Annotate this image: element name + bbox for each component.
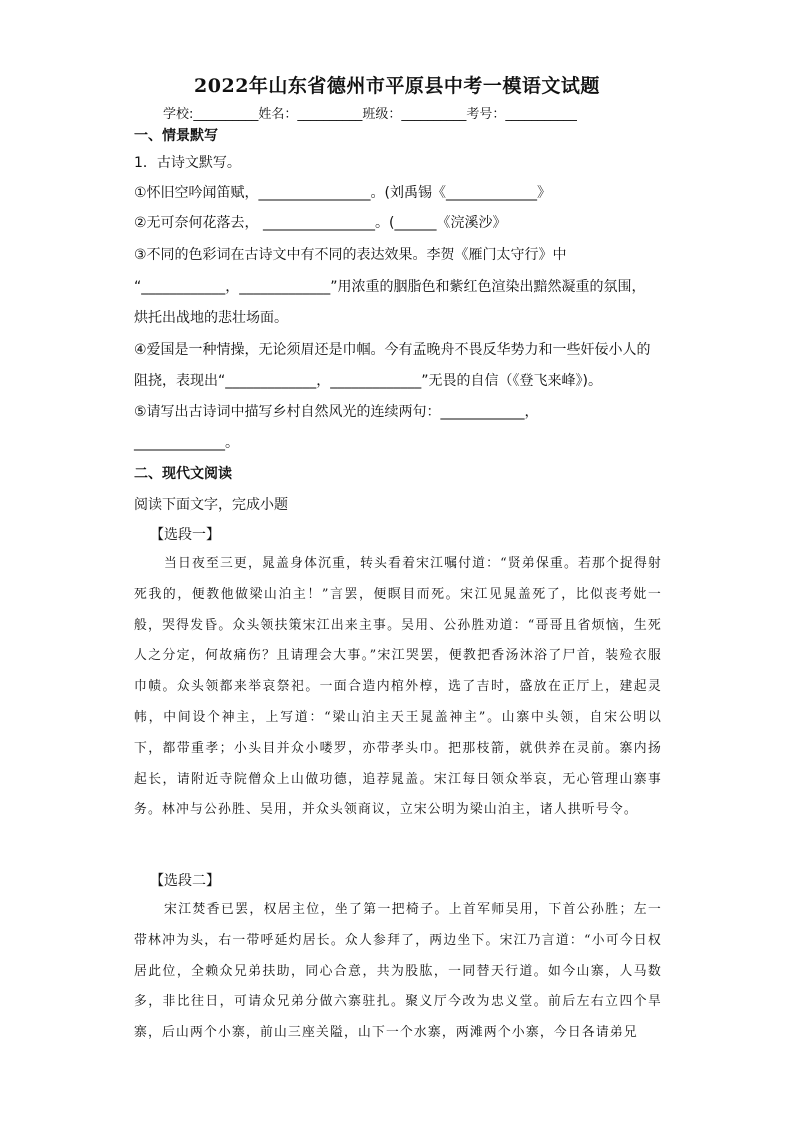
item-3-line-3: 烘托出战地的悲壮场面。 — [134, 310, 288, 326]
reading-intro: 阅读下面文字，完成小题 — [134, 497, 288, 513]
item-4-line-2: 阻挠，表现出“_____________，_____________”无畏的自信（《登飞来峰》)。 — [134, 373, 602, 389]
passage-2-text: 宋江焚香已罢，权居主位，坐了第一把椅子。上首军师吴用，下首公孙胜；左一带林冲为头，右一带呼延灼居长。众人参拜了，两边坐下。宋江乃言道：“小可今日权居此位，全赖众兄弟扶助，同心合意，共为股肱，一同替天行道。如今山寨，人马数多，非比往日，可请众兄弟分做六寨驻扎。聚义厅今改为忠义堂。前后左右立四个旱寨，后山两个小寨，前山三座关隘，山下一个水寨，两滩两个小寨，今日各请弟兄 — [134, 902, 662, 1041]
item-5-line-2: _____________。 — [134, 435, 239, 451]
item-3-line-2: “____________，_____________”用浓重的胭脂色和紫红色渲染出黯然凝重的氛围， — [134, 279, 646, 295]
student-info-line: 学校:__________姓名：__________班级：__________考号：___________ — [163, 107, 577, 122]
passage-1-label: 【选段一】 — [150, 527, 220, 543]
section1-heading: 一、情景默写 — [134, 128, 218, 144]
item-3-line-1: ③不同的色彩词在古诗文中有不同的表达效果。李贺《雁门太守行》中 — [134, 247, 567, 263]
passage-2-label: 【选段二】 — [150, 873, 220, 889]
passage-1-text: 当日夜至三更，晁盖身体沉重，转头看着宋江嘱付道：“贤弟保重。若那个捉得射死我的，便教他做梁山泊主！”言罢，便瞑目而死。宋江见晁盖死了，比似丧考妣一般，哭得发昏。众头领扶策宋江出来主事。吴用、公孙胜劝道：“哥哥且省烦恼，生死人之分定，何故痛伤？且请理会大事。”宋江哭罢，便教把香汤沐浴了尸首，装殓衣服巾帻。众头领都来举哀祭祀。一面合造内棺外椁，选了吉时，盛放在正厅上，建起灵帏，中间设个神主，上写道：“梁山泊主天王晁盖神主”。山寨中头领，自宋公明以下，都带重孝；小头目并众小喽罗，亦带孝头巾。把那枝箭，就供养在灵前。寨内扬起长，请附近寺院僧众上山做功德，追荐晁盖。宋江每日领众举哀，无心管理山寨事务。林冲与公孙胜、吴用，并众头领商议，立宋公明为梁山泊主，诸人拱听号令。 — [134, 556, 662, 818]
item-5-line-1: ⑤请写出古诗词中描写乡村自然风光的连续两句：____________， — [134, 404, 539, 420]
item-2: ②无可奈何花落去， ________________。(______《浣溪沙》 — [134, 215, 507, 231]
section2-heading: 二、现代文阅读 — [134, 466, 232, 482]
item-1: ①怀旧空吟闻笛赋，________________。(刘禹锡《_____________》 — [134, 185, 552, 201]
document-title: 2022年山东省德州市平原县中考一模语文试题 — [194, 75, 600, 97]
question-1: 1．古诗文默写。 — [134, 155, 241, 171]
item-4-line-1: ④爱国是一种情操，无论须眉还是巾帼。今有孟晚舟不畏反华势力和一些奸佞小人的 — [134, 342, 651, 358]
